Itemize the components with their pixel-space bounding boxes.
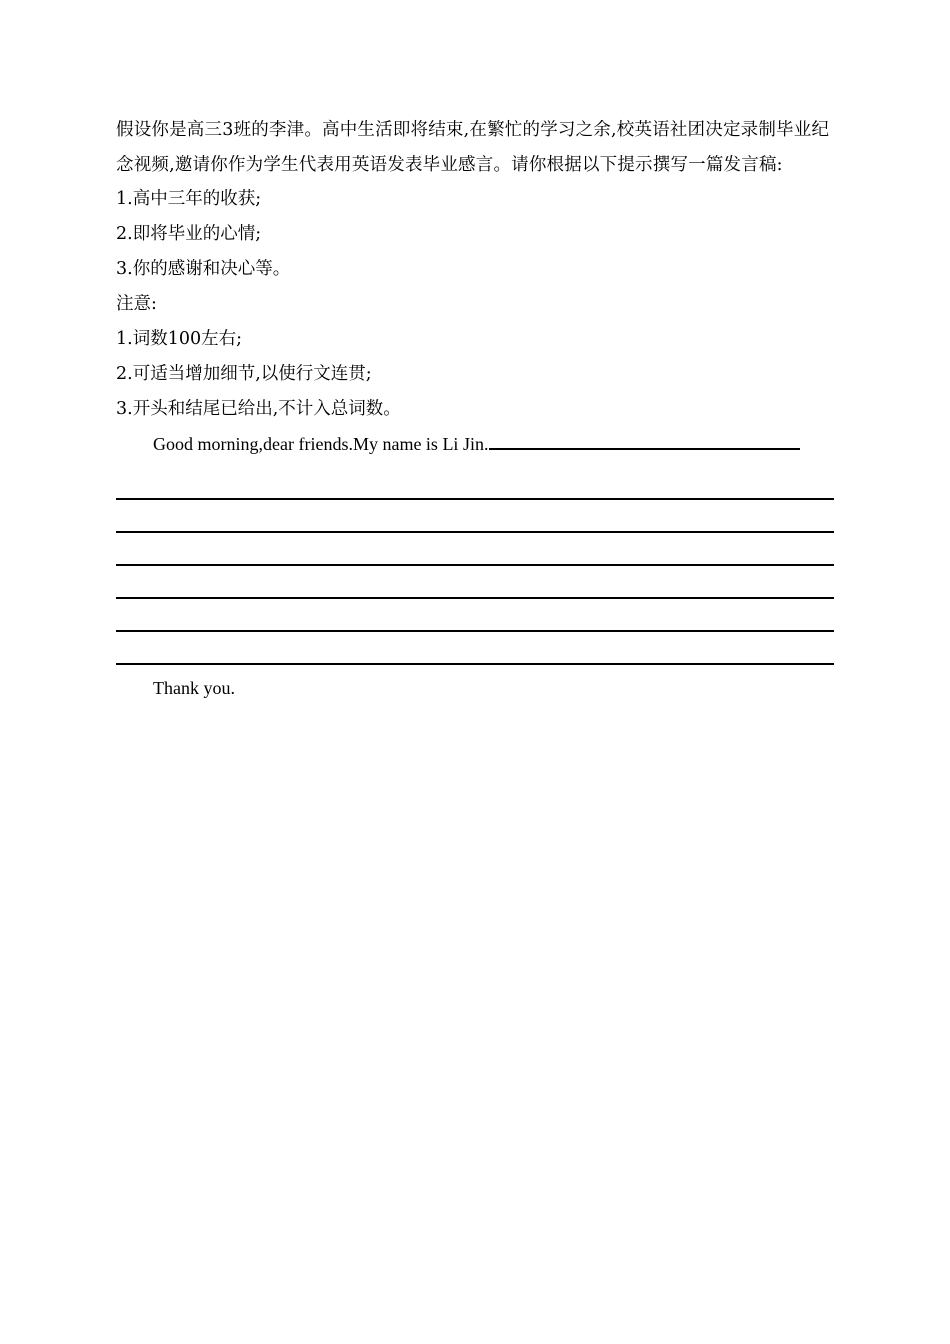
answer-line-2[interactable] (116, 500, 834, 533)
task-instructions: 假设你是高三3班的李津。高中生活即将结束,在繁忙的学习之余,校英语社团决定录制毕业纪念视频,邀请你作为学生代表用英语发表毕业感言。请你根据以下提示撰写一篇发言稿: (116, 120, 830, 175)
answer-line-3[interactable] (116, 533, 834, 566)
answer-blank-inline[interactable] (489, 448, 800, 450)
answer-line-6[interactable] (116, 632, 834, 665)
note-2: 2.可适当增加细节,以使行文连贯; (116, 364, 372, 384)
notes-heading: 注意: (116, 294, 157, 314)
essay-opening-line (116, 427, 834, 462)
answer-line-4[interactable] (116, 566, 834, 599)
note-1: 1.词数100左右; (116, 329, 242, 349)
prompt-point-3: 3.你的感谢和决心等。 (116, 259, 291, 279)
prompt-point-1: 1.高中三年的收获; (116, 189, 262, 209)
answer-line-5[interactable] (116, 599, 834, 632)
answer-lines (116, 467, 834, 665)
prompt-point-2: 2.即将毕业的心情; (116, 224, 262, 244)
essay-closing-text: Thank you. (153, 678, 235, 698)
essay-opening-text: Good morning,dear friends.My name is Li Jin. (153, 434, 489, 454)
note-3: 3.开头和结尾已给出,不计入总词数。 (116, 399, 401, 419)
writing-task (116, 113, 834, 706)
answer-line-1[interactable] (116, 467, 834, 500)
